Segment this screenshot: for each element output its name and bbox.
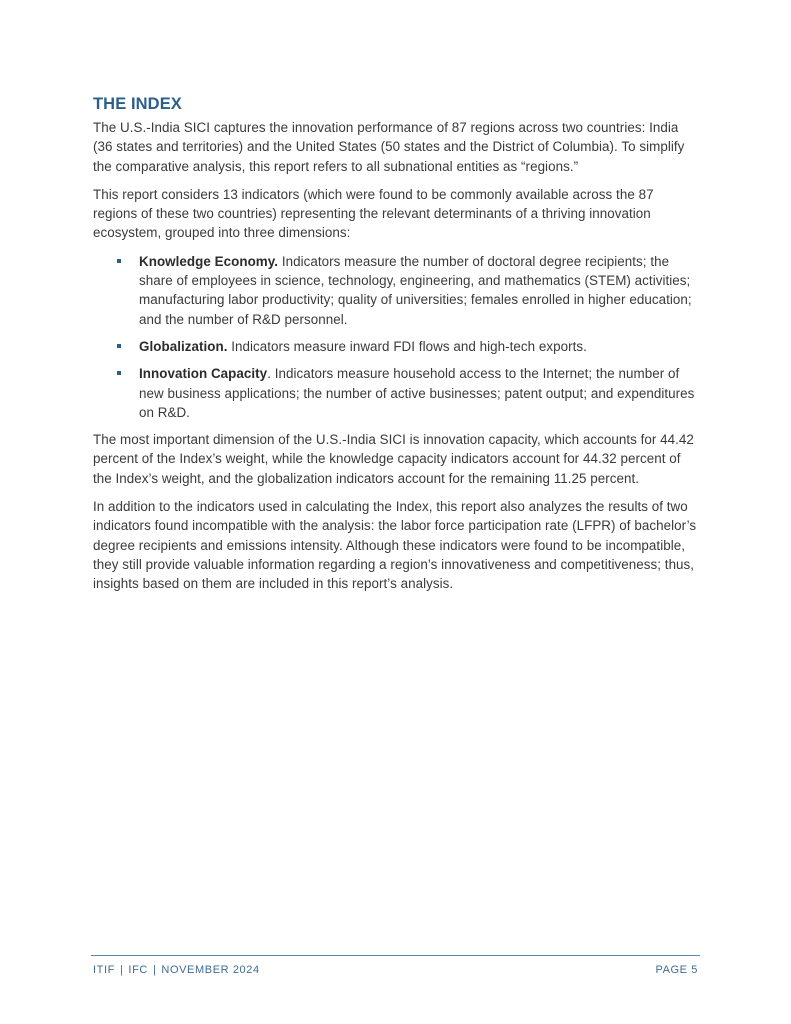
page-content [93,93,701,603]
bullet-square-icon [117,371,121,375]
footer-date: NOVEMBER 2024 [161,964,260,976]
list-item [139,337,701,356]
footer-separator: | [152,964,157,976]
dimension-term: Globalization. [139,338,228,354]
footer-org-itif: ITIF [93,964,115,976]
weighting-paragraph: The most important dimension of the U.S.-India SICI is innovation capacity, which accounts for 44.42 percent of the Index’s weight, while the knowledge capacity indicators account for 44.32 percent of the Index’s weight, and the globalization indicators account for the remaining 11.25 percent. [93,432,694,486]
dimension-term: Knowledge Economy. [139,253,279,269]
footer-separator: | [119,964,124,976]
footer-publisher [93,964,260,976]
dimension-description: Indicators measure the number of doctoral degree recipients; the share of employees in science, technology, engineering, and mathematics (STEM) activities; manufacturing labor productivity; quality of universities; females enrolled in higher education; and the number of R&D personnel. [139,253,692,327]
dimension-description: Indicators measure inward FDI flows and high-tech exports. [227,338,587,354]
indicators-paragraph: This report considers 13 indicators (which were found to be commonly available across the 87 regions of these two countries) representing the relevant determinants of a thriving innovation ecosystem, grouped into three dimensions: [93,186,654,241]
section-heading: THE INDEX [93,95,182,113]
bullet-square-icon [117,344,121,348]
bullet-square-icon [117,259,121,263]
list-item [139,364,701,422]
footer-org-ifc: IFC [128,964,148,976]
list-item [139,252,701,329]
dimensions-list [93,252,701,422]
dimension-description: . Indicators measure household access to the Internet; the number of new business applications; the number of active businesses; patent output; and expenditures on R&D. [139,366,695,420]
intro-paragraph: The U.S.-India SICI captures the innovation performance of 87 regions across two countries: India (36 states and territories) and the United States (50 states and the District of Columbia). To simplify the comparative analysis, this report refers to all subnational entities as “regions.” [93,120,685,174]
page-number: PAGE 5 [655,964,698,976]
footer-divider [91,955,700,956]
additional-indicators-paragraph: In addition to the indicators used in calculating the Index, this report also analyzes the results of two indicators found incompatible with the analysis: the labor force participation rate (LFPR) of bachelor’s degree recipients and emissions intensity. Although these indicators were found to be incompatible, they still provide valuable information regarding a region’s innovativeness and competitiveness; thus, insights based on them are included in this report’s analysis. [93,499,697,592]
dimension-term: Innovation Capacity [139,366,268,382]
